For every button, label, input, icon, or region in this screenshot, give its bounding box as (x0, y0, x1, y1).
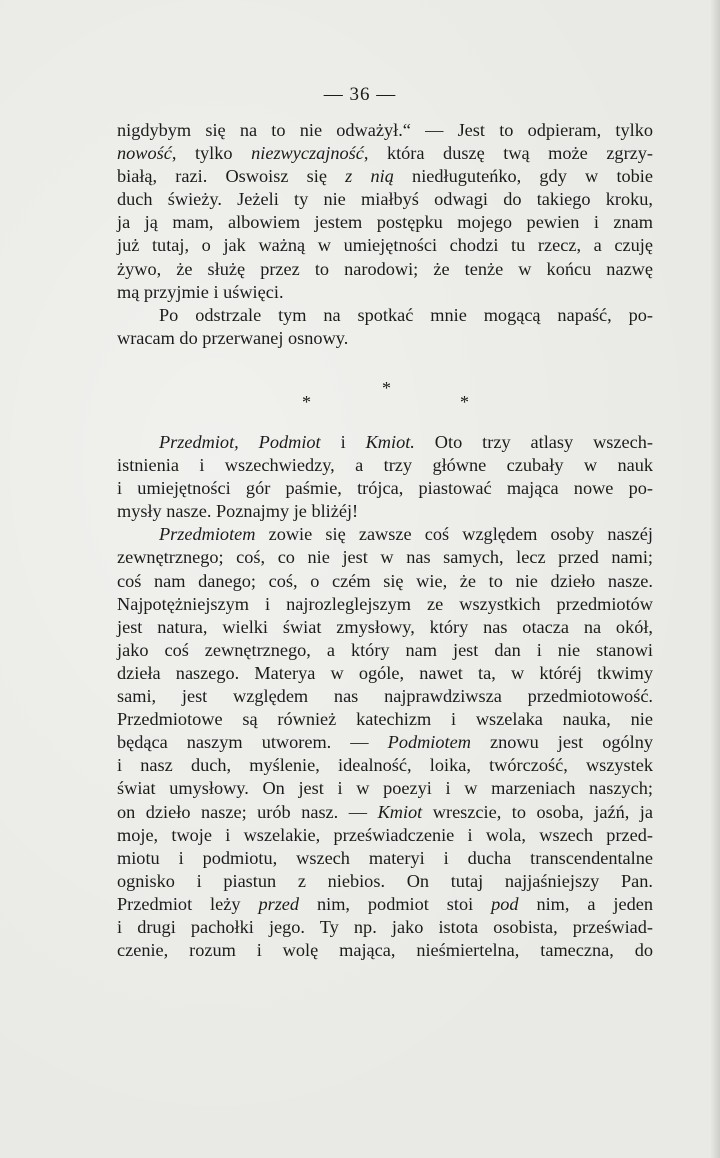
text-line (117, 847, 653, 870)
text-line (117, 708, 653, 731)
text-run: nim, podmiot stoi (299, 893, 492, 914)
text-line (117, 801, 653, 824)
text-run: i drugi pachołki jego. Ty np. jako istota osobista, przeświad- (117, 916, 653, 937)
text-line (117, 754, 653, 777)
text-run: zowie się zawsze coś względem osoby naszéj (255, 524, 653, 545)
separator-star: * (302, 392, 311, 412)
text-line (117, 119, 653, 142)
italic-term: niezwyczajność (251, 143, 364, 164)
text-line (117, 165, 653, 188)
text-line (117, 939, 653, 962)
text-run: istnienia i wszechwiedzy, a trzy główne czubały w nauk (117, 455, 653, 476)
text-run: Przedmiotowe są również katechizm i wszelaka nauka, nie (117, 709, 653, 730)
text-run: i (320, 432, 366, 452)
text-line (117, 500, 653, 523)
text-line (117, 593, 653, 616)
text-line (117, 281, 653, 304)
text-run: Przedmiot leży (117, 893, 259, 914)
text-line (117, 731, 653, 754)
text-line (117, 570, 653, 593)
italic-term: Kmiot. (365, 432, 415, 452)
text-run: ja ją mam, albowiem jestem postępku mojego pewien i znam (117, 212, 653, 233)
italic-term: Przedmiotem (159, 524, 256, 545)
text-line (117, 477, 653, 500)
text-run: dzieła naszego. Materya w ogóle, nawet ta, w któréj tkwimy (117, 662, 653, 683)
text-line (117, 258, 653, 281)
text-line (117, 188, 653, 211)
text-run: on dzieło nasze; urób nasz. — (117, 801, 378, 822)
text-run: i umiejętności gór paśmie, trójca, piastować mająca nowe po- (117, 478, 653, 499)
text-line (117, 777, 653, 800)
text-run: żywo, że służę przez to narodowi; że tenże w końcu nazwę (117, 258, 653, 279)
text-run: i nasz duch, myślenie, idealność, loika, twórczość, wszystek (117, 755, 653, 776)
separator-star: * (382, 378, 391, 398)
text-run: Najpotężniejszym i najrozleglejszym ze wszystkich przedmiotów (117, 593, 653, 614)
text-run: Oto trzy atlasy wszech- (414, 432, 653, 452)
text-run: zewnętrznego; coś, co nie jest w nas samych, lecz przed nami; (117, 547, 653, 568)
italic-term: pod (491, 893, 519, 914)
text-run: Po odstrzale tym na spotkać mnie mogącą napaść, po- (159, 304, 653, 325)
text-run: znowu jest ogólny (470, 732, 653, 753)
text-run: mą przyjmie i uświęci. (117, 281, 284, 302)
text-run: sami, jest względem nas najprawdziwsza przedmiotowość. (117, 686, 653, 707)
text-line (117, 893, 653, 916)
italic-term: z nią (345, 166, 394, 187)
text-run: świat umysłowy. On jest i w poezyi i w marzeniach naszych; (117, 778, 653, 799)
text-run: moje, twoje i wszelakie, przeświadczenie i wola, wszech przed- (117, 824, 653, 845)
text-line (117, 685, 653, 708)
text-run: będąca naszym utworem. — (117, 732, 388, 753)
text-line (117, 662, 653, 685)
text-line (117, 916, 653, 939)
text-run: ognisko i piastun z niebios. On tutaj najjaśniejszy Pan. (117, 870, 653, 891)
text-run: coś nam danego; coś, o czém się wie, że to nie dzieło nasze. (117, 570, 653, 591)
text-line (117, 870, 653, 893)
text-run: duch świeży. Jeżeli ty nie miałbyś odwagi do takiego kroku, (117, 189, 653, 210)
text-run: nim, a jeden (518, 893, 653, 914)
text-run: białą, razi. Oswoisz się (117, 166, 346, 187)
text-run: niedługuteńko, gdy w tobie (393, 166, 653, 187)
page-edge-shadow (710, 0, 720, 1158)
text-line (117, 431, 653, 454)
text-run: , która duszę twą może zgrzy- (363, 143, 654, 164)
text-run: nigdybym się na to nie odważył.“ — Jest to odpieram, tylko (117, 120, 653, 140)
text-line (117, 211, 653, 234)
text-line (117, 454, 653, 477)
text-run: jako coś zewnętrznego, a który nam jest dan i nie stanowi (117, 639, 653, 660)
text-line (117, 304, 653, 327)
italic-term: nowość (117, 143, 172, 164)
text-run: mysły nasze. Poznajmy je bliżéj! (117, 501, 359, 522)
page-number-header: — 36 — (323, 84, 397, 105)
italic-term: przed (258, 893, 300, 914)
italic-term: Podmiotem (387, 732, 471, 753)
text-run: wreszcie, to osoba, jaźń, ja (422, 801, 653, 822)
separator-star: * (460, 392, 469, 412)
text-line (117, 546, 653, 569)
text-run: już tutaj, o jak ważną w umiejętności chodzi tu rzecz, a czuję (117, 235, 653, 256)
text-run: czenie, rozum i wolę mająca, nieśmiertelna, tameczna, do (117, 940, 653, 961)
text-run: wracam do przerwanej osnowy. (117, 327, 349, 348)
text-run: jest natura, wielki świat zmysłowy, który nas otacza na okół, (117, 616, 653, 637)
text-line (117, 327, 653, 350)
italic-term: Kmiot (377, 801, 423, 822)
text-line (117, 234, 653, 257)
text-run: miotu i podmiotu, wszech materyi i ducha transcendentalne (117, 847, 653, 868)
text-block-top (117, 119, 653, 350)
text-line (117, 523, 653, 546)
text-line (117, 142, 653, 165)
text-line (117, 824, 653, 847)
text-block-main (117, 431, 653, 962)
italic-term: Przedmiot, Podmiot (159, 432, 321, 452)
text-run: , tylko (171, 143, 252, 164)
text-line (117, 639, 653, 662)
text-line (117, 616, 653, 639)
